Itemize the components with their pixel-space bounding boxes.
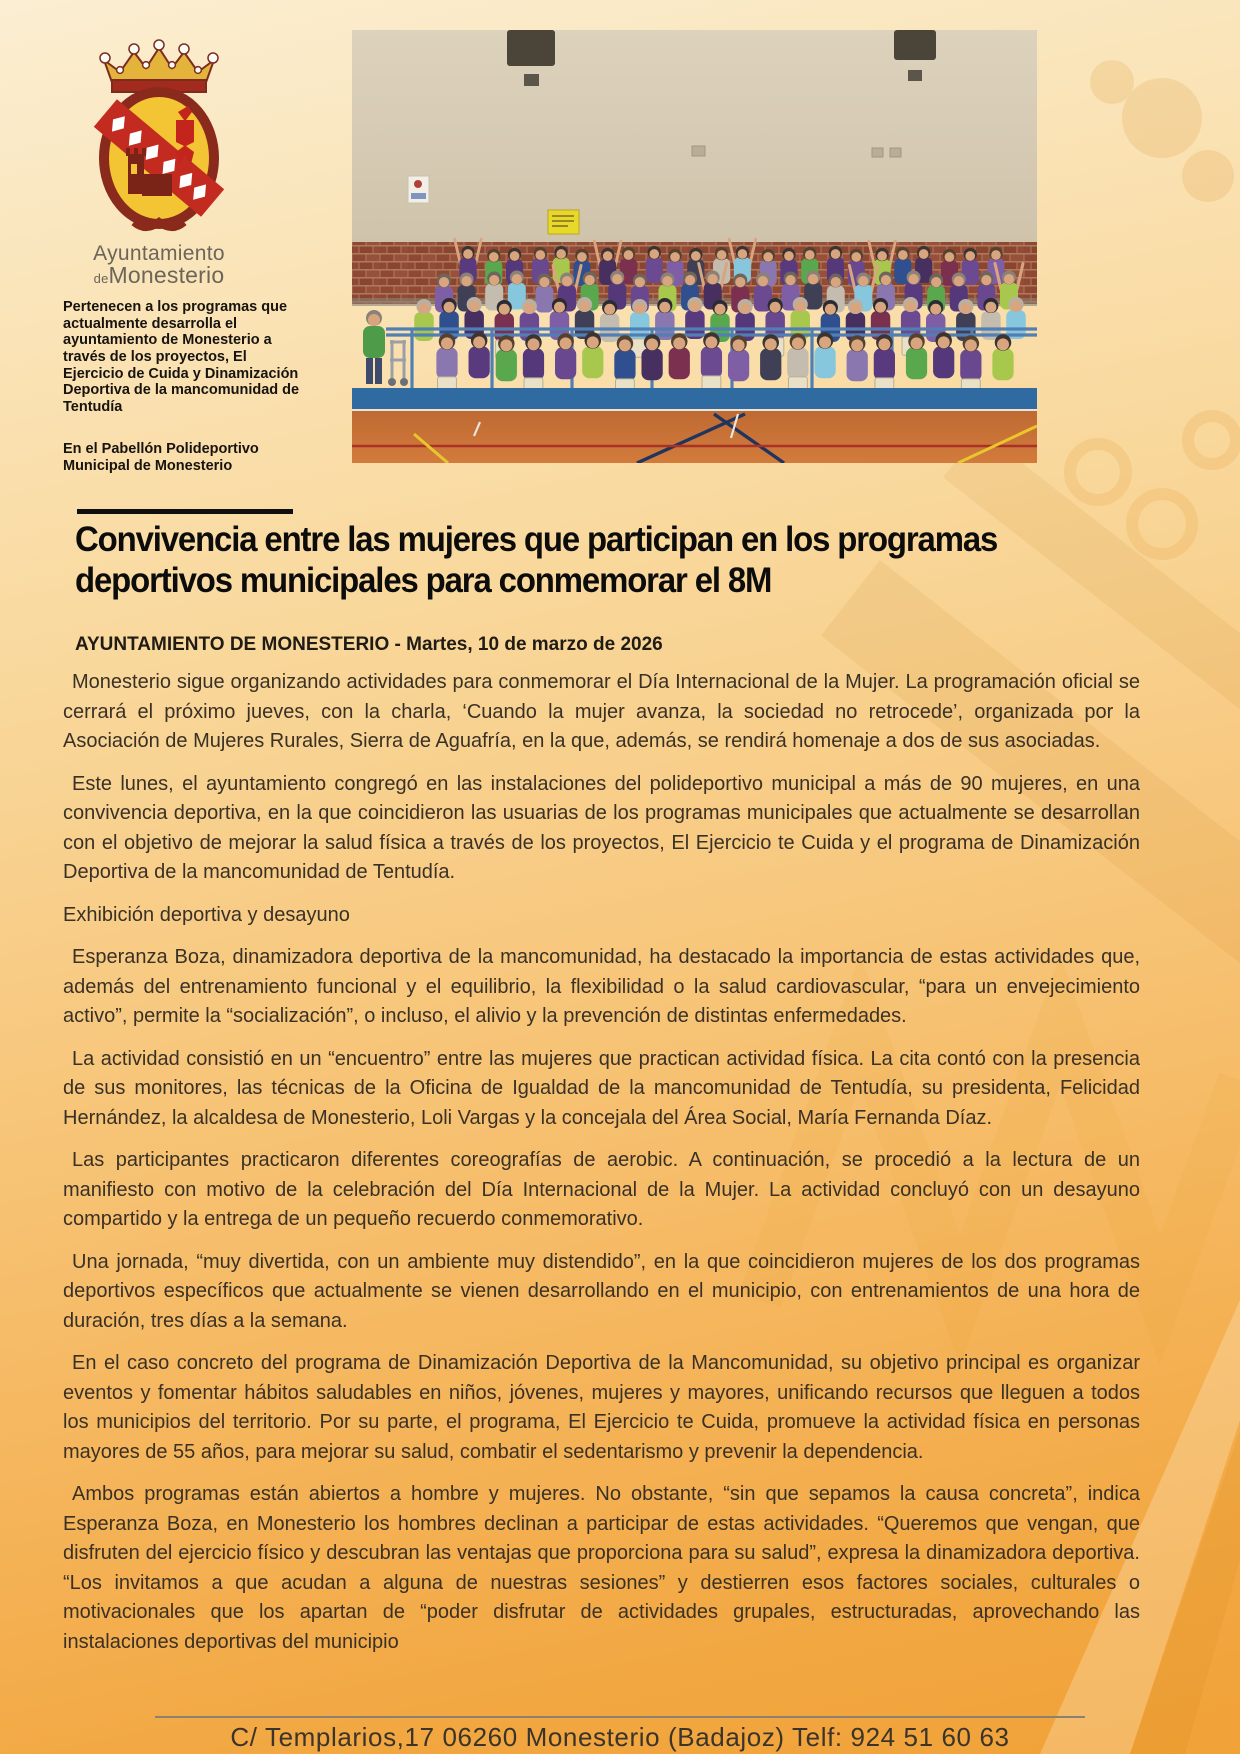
- article-body: [63, 668, 1140, 1670]
- paragraph: Las participantes practicaron diferentes coreografías de aerobic. A continuación, se procedió a la lectura de un manifiesto con motivo de la celebración del Día Internacional de la Mujer. La actividad concluyó con un desayuno compartido y la entrega de un pequeño recuerdo conmemorativo.: [63, 1149, 1140, 1230]
- paragraph: La actividad consistió en un “encuentro” entre las mujeres que practican actividad física. La cita contó con la presencia de sus monitores, las técnicas de la Oficina de Igualdad de la mancomunidad de Tentudía, su presidenta, Felicidad Hernández, la alcaldesa de Monesterio, Loli Vargas y la concejala del Área Social, María Fernanda Díaz.: [63, 1047, 1140, 1129]
- photo-caption-programs: Pertenecen a los programas que actualmente desarrolla el ayuntamiento de Monesterio a través de los proyectos, El Ejercicio de Cuida y Dinamización Deportiva de la mancomunidad de Tentudía: [63, 299, 300, 416]
- paragraph: Ambos programas están abiertos a hombre y mujeres. No obstante, “sin que sepamos la causa concreta”, indica Esperanza Boza, en Monesterio los hombres declinan a participar de estas actividades. “Queremos que vengan, que disfruten del ejercicio físico y descubran las ventajas que proporciona para su salud”, expresa la dinamizadora deportiva. “Los invitamos a que acudan a alguna de nuestras sesiones” y destierren esos factores sociales, culturales o motivacionales que los apartan de “poder disfrutar de actividades grupales, estructuradas, aprovechando las instalaciones deportivas del municipio: [63, 1483, 1140, 1653]
- photo-blue-strip: [352, 388, 1037, 410]
- section-subheading: Exhibición deportiva y desayuno: [63, 903, 350, 926]
- logo-wordmark: [84, 243, 234, 287]
- headline-rule: [77, 509, 293, 514]
- footer-address: C/ Templarios,17 06260 Monesterio (Badajoz) Telf: 924 51 60 63: [230, 1722, 1010, 1752]
- group-photo: [352, 30, 1037, 463]
- headline: Convivencia entre las mujeres que participan en los programas deportivos municipales para conmemorar el 8M: [75, 520, 998, 600]
- dateline: AYUNTAMIENTO DE MONESTERIO - Martes, 10 de marzo de 2026: [75, 634, 663, 655]
- logo-line1: Ayuntamiento: [93, 242, 225, 265]
- photo-yellow-sign: [548, 210, 579, 234]
- paragraph: Esperanza Boza, dinamizadora deportiva de la mancomunidad, ha destacado la importancia de estas actividades que, además del entrenamiento funcional y el equilibrio, la flexibilidad o la salud cardiovascular, “para un envejecimiento activo”, permite la “socialización”, o incluso, el alivio y la prevención de distintas enfermedades.: [63, 946, 1140, 1027]
- coat-of-arms-icon: [84, 36, 234, 234]
- photo-wall-sign: [408, 176, 429, 203]
- paragraph: En el caso concreto del programa de Dinamización Deportiva de la Mancomunidad, su objetivo principal es organizar eventos y fomentar hábitos saludables en niños, jóvenes, mujeres y mayores, unificando recursos que lleguen a todos los municipios del territorio. Por su parte, el programa, El Ejercicio te Cuida, promueve la actividad física en personas mayores de 55 años, para mejorar su salud, combatir el sedentarismo y prevenir la dependencia.: [63, 1352, 1140, 1463]
- logo-line2: deMonesterio: [93, 262, 225, 288]
- paragraph: Este lunes, el ayuntamiento congregó en las instalaciones del polideportivo municipal a más de 90 mujeres, en una convivencia deportiva, en la que coincidieron las usuarias de los programas municipales que actualmente se desarrollan con el objetivo de mejorar la salud física a través de los proyectos, El Ejercicio te Cuida y el programa de Dinamización Deportiva de la mancomunidad de Tentudía.: [63, 772, 1140, 883]
- footer-rule: [155, 1716, 1085, 1718]
- paragraph: Una jornada, “muy divertida, con un ambiente muy distendido”, en la que coincidieron mujeres de los dos programas deportivos específicos que actualmente se vienen desarrollando en el municipio, con entrenamientos de una hora de duración, tres días a la semana.: [63, 1250, 1140, 1332]
- photo-wall: [352, 30, 1037, 242]
- paragraph: Monesterio sigue organizando actividades para conmemorar el Día Internacional de la Mujer. La programación oficial se cerrará el próximo jueves, con la charla, ‘Cuando la mujer avanza, la sociedad no retrocede’, organizada por la Asociación de Mujeres Rurales, Sierra de Aguafría, en la que, además, se rendirá homenaje a dos de sus asociadas.: [63, 671, 1140, 752]
- photo-person-walker: [363, 310, 408, 386]
- photo-caption-location: En el Pabellón Polideportivo Municipal de Monesterio: [63, 441, 259, 474]
- town-hall-logo: [84, 36, 234, 287]
